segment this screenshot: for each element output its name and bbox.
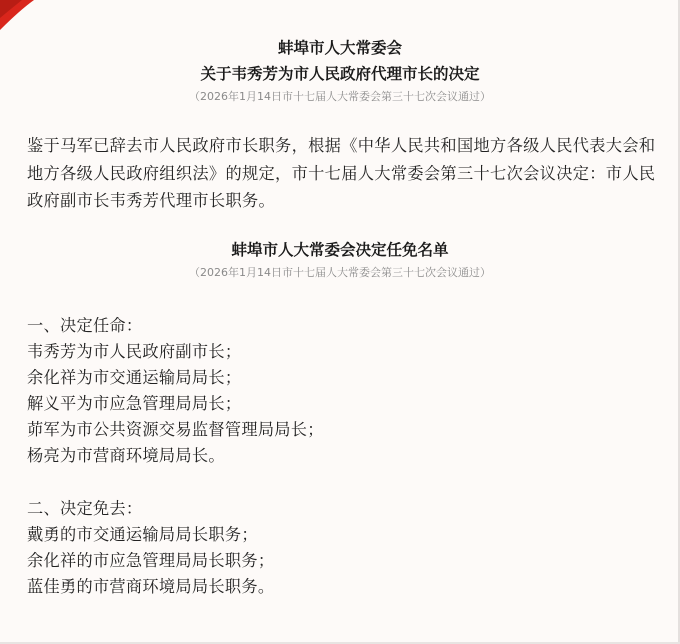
- list-item: 余化祥的市应急管理局局长职务；: [27, 551, 275, 570]
- remove-heading: 二、决定免去：: [27, 499, 143, 518]
- appointment-list: [27, 313, 657, 469]
- appointment-list-title: 蚌埠市人大常委会决定任免名单: [231, 241, 449, 259]
- list-item: 韦秀芳为市人民政府副市长；: [27, 342, 242, 361]
- list-item: 戴勇的市交通运输局局长职务；: [27, 525, 258, 544]
- appoint-heading: 一、决定任命：: [27, 316, 143, 335]
- issuer-heading: 蚌埠市人大常委会: [277, 39, 402, 57]
- list-item: 杨亮为市营商环境局局长。: [27, 446, 225, 465]
- removal-list: [27, 496, 657, 600]
- list-item: 解义平为市应急管理局局长；: [27, 394, 242, 413]
- list-item: 余化祥为市交通运输局局长；: [27, 368, 242, 387]
- list-item: 蓝佳勇的市营商环境局局长职务。: [27, 577, 275, 596]
- adoption-note: （2026年1月14日市十七届人大常委会第三十七次会议通过）: [189, 90, 491, 103]
- appointment-adoption-note: （2026年1月14日市十七届人大常委会第三十七次会议通过）: [189, 266, 491, 279]
- list-item: 茆军为市公共资源交易监督管理局局长；: [27, 420, 324, 439]
- decision-title: 关于韦秀芳为市人民政府代理市长的决定: [200, 65, 480, 83]
- decision-body: 鉴于马军已辞去市人民政府市长职务，根据《中华人民共和国地方各级人民代表大会和地方各级人民政府组织法》的规定，市十七届人大常委会第三十七次会议决定：市人民政府副市长韦秀芳代理市长职务。: [27, 136, 656, 210]
- red-corner-ribbon: [0, 0, 34, 30]
